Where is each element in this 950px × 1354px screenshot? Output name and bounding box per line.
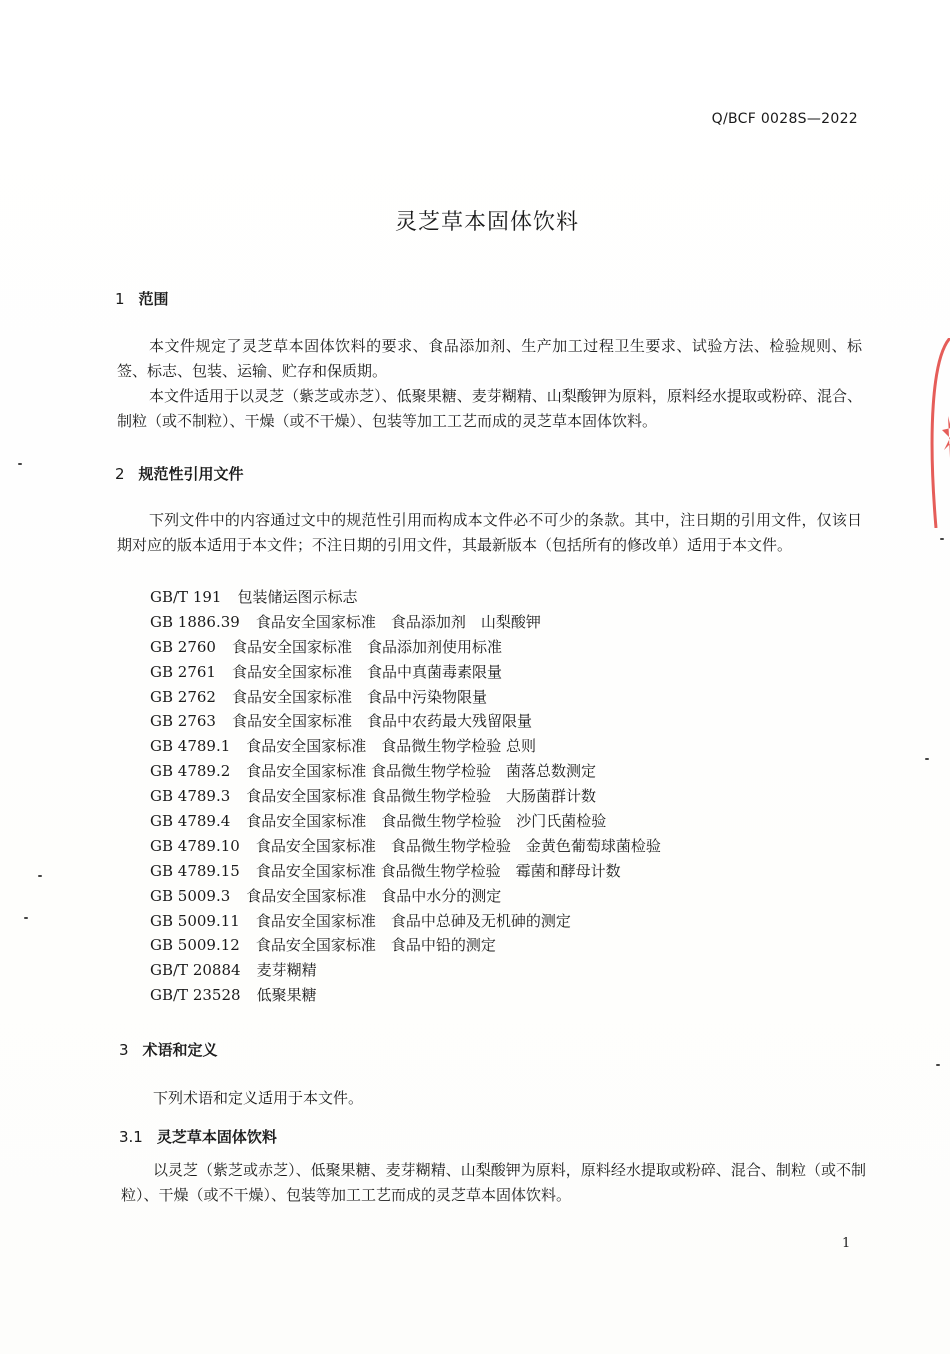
reference-item <box>150 784 661 809</box>
subsection-3-1-paragraph: 以灵芝（紫芝或赤芝）、低聚果糖、麦芽糊精、山梨酸钾为原料，原料经水提取或粉碎、混合、制粒（或不制粒）、干燥（或不干燥）、包装等加工工艺而成的灵芝草本固体饮料。 <box>121 1161 866 1204</box>
reference-title: 食品安全国家标准 食品微生物学检验 沙门氏菌检验 <box>246 812 607 831</box>
section-3-paragraph-1: 下列术语和定义适用于本文件。 <box>153 1089 364 1107</box>
reference-item <box>150 933 661 958</box>
reference-title: 食品安全国家标准 食品中水分的测定 <box>246 886 502 905</box>
seal-star <box>942 416 950 458</box>
reference-item <box>150 660 661 685</box>
reference-item <box>150 909 661 934</box>
reference-code: GB/T 23528 <box>150 986 241 1005</box>
subsection-3-1-title: 灵芝草本固体饮料 <box>156 1128 277 1146</box>
section-1-number: 1 <box>115 290 125 308</box>
section-1-paragraph-2: 本文件适用于以灵芝（紫芝或赤芝）、低聚果糖、麦芽糊精、山梨酸钾为原料，原料经水提取或粉碎、混合、制粒（或不制粒）、干燥（或不干燥）、包装等加工工艺而成的灵芝草本固体饮料。 <box>117 387 862 430</box>
reference-list <box>150 585 661 1008</box>
reference-title: 食品安全国家标准 食品中铅的测定 <box>255 936 496 955</box>
section-3-heading <box>119 1039 218 1060</box>
reference-title: 包装储运图示标志 <box>237 588 358 606</box>
section-2-number: 2 <box>115 465 125 483</box>
reference-item <box>150 734 661 759</box>
section-1-title: 范围 <box>138 290 169 308</box>
reference-code: GB 4789.15 <box>150 861 240 880</box>
reference-code: GB 5009.12 <box>150 936 240 955</box>
reference-item <box>150 983 661 1008</box>
reference-title: 食品安全国家标准 食品中真菌毒素限量 <box>231 662 502 681</box>
reference-item <box>150 585 661 610</box>
reference-item <box>150 834 661 859</box>
reference-title: 食品安全国家标准 食品添加剂 山梨酸钾 <box>255 612 541 631</box>
scan-speck <box>38 875 42 877</box>
reference-title: 食品安全国家标准 食品微生物学检验 总则 <box>246 737 537 756</box>
section-2-paragraph-1: 下列文件中的内容通过文中的规范性引用而构成本文件必不可少的条款。其中，注日期的引用文件，仅该日期对应的版本适用于本文件；不注日期的引用文件，其最新版本（包括所有的修改单）适用于本文件。 <box>117 511 862 554</box>
subsection-3-1-heading <box>119 1126 277 1147</box>
reference-code: GB 4789.10 <box>150 836 240 855</box>
scan-speck <box>24 917 28 919</box>
section-1-heading <box>115 288 169 309</box>
reference-item <box>150 958 661 983</box>
reference-title: 食品安全国家标准 食品微生物学检验 霉菌和酵母计数 <box>255 861 621 880</box>
reference-title: 低聚果糖 <box>256 986 317 1005</box>
reference-code: GB 1886.39 <box>150 612 240 631</box>
scan-speck <box>936 1064 940 1066</box>
reference-code: GB 4789.1 <box>150 737 231 756</box>
reference-item <box>150 759 661 784</box>
reference-title: 麦芽糊精 <box>256 961 317 980</box>
reference-code: GB 2761 <box>150 662 216 681</box>
section-3-title: 术语和定义 <box>142 1041 218 1059</box>
reference-title: 食品安全国家标准 食品中农药最大残留限量 <box>231 712 532 731</box>
reference-title: 食品安全国家标准 食品添加剂使用标准 <box>231 637 502 656</box>
reference-code: GB 2762 <box>150 687 216 706</box>
reference-item <box>150 685 661 710</box>
subsection-3-1-number: 3.1 <box>119 1128 143 1146</box>
reference-title: 食品安全国家标准 食品微生物学检验 金黄色葡萄球菌检验 <box>255 836 661 855</box>
section-2-heading <box>115 463 244 484</box>
reference-title: 食品安全国家标准 食品微生物学检验 菌落总数测定 <box>246 762 597 781</box>
reference-code: GB 4789.4 <box>150 812 231 831</box>
scan-speck <box>18 463 22 465</box>
reference-title: 食品安全国家标准 食品中总砷及无机砷的测定 <box>255 911 571 930</box>
reference-item <box>150 709 661 734</box>
reference-title: 食品安全国家标准 食品中污染物限量 <box>231 687 487 706</box>
reference-code: GB 2763 <box>150 712 216 731</box>
reference-code: GB 5009.3 <box>150 886 231 905</box>
scan-speck <box>925 758 929 760</box>
reference-title: 食品安全国家标准 食品微生物学检验 大肠菌群计数 <box>246 787 597 806</box>
section-3-number: 3 <box>119 1041 129 1059</box>
reference-code: GB 2760 <box>150 637 216 656</box>
reference-code: GB/T 20884 <box>150 961 241 980</box>
section-1-paragraph-1: 本文件规定了灵芝草本固体饮料的要求、食品添加剂、生产加工过程卫生要求、试验方法、检验规则、标签、标志、包装、运输、贮存和保质期。 <box>117 337 862 380</box>
reference-code: GB/T 191 <box>150 588 222 606</box>
reference-code: GB 5009.11 <box>150 911 240 930</box>
reference-code: GB 4789.3 <box>150 787 231 806</box>
page-number: 1 <box>842 1236 851 1251</box>
scan-speck <box>940 538 944 540</box>
reference-code: GB 4789.2 <box>150 762 231 781</box>
seal-stamp-fragment <box>926 338 950 528</box>
document-title: 灵芝草本固体饮料 <box>394 210 579 235</box>
reference-item <box>150 809 661 834</box>
section-2-title: 规范性引用文件 <box>138 465 244 483</box>
reference-item <box>150 635 661 660</box>
document-code: Q/BCF 0028S—2022 <box>711 111 858 127</box>
reference-item <box>150 610 661 635</box>
reference-item <box>150 859 661 884</box>
reference-item <box>150 884 661 909</box>
